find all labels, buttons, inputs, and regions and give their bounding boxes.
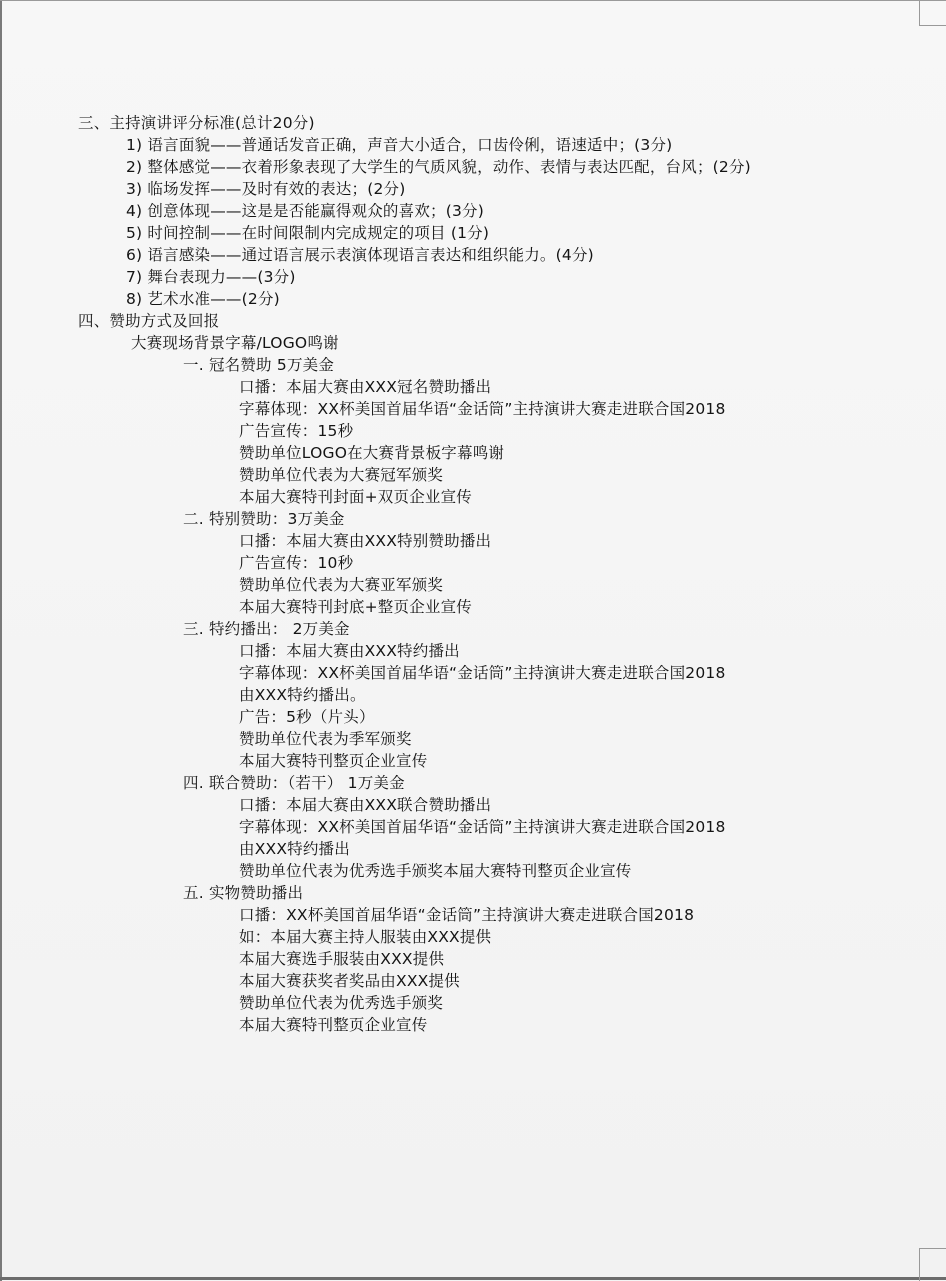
tier-item: 口播：本届大赛由XXX特约播出 xyxy=(239,642,460,660)
tier-title: 三. 特约播出： 2万美金 xyxy=(183,620,350,638)
tier-item: 字幕体现：XX杯美国首届华语“金话筒”主持演讲大赛走进联合国2018 xyxy=(239,400,726,418)
tier-item: 口播：本届大赛由XXX特别赞助播出 xyxy=(239,532,492,550)
tier-item: 由XXX特约播出 xyxy=(239,840,350,858)
crop-mark-top-right-h xyxy=(919,25,946,26)
criterion-item: 8) 艺术水准——(2分) xyxy=(126,290,280,308)
tier-item: 口播：本届大赛由XXX联合赞助播出 xyxy=(239,796,492,814)
tier-item: 赞助单位代表为优秀选手颁奖本届大赛特刊整页企业宣传 xyxy=(239,862,632,880)
tier-title: 四. 联合赞助：（若干） 1万美金 xyxy=(183,774,405,792)
tier-item: 口播：本届大赛由XXX冠名赞助播出 xyxy=(239,378,492,396)
tier-title: 一. 冠名赞助 5万美金 xyxy=(183,356,335,374)
tier-item: 广告宣传：10秒 xyxy=(239,554,354,572)
tier-title: 二. 特别赞助：3万美金 xyxy=(183,510,345,528)
criterion-item: 2) 整体感觉——衣着形象表现了大学生的气质风貌，动作、表情与表达匹配，台风；(2分) xyxy=(126,158,751,176)
criterion-item: 5) 时间控制——在时间限制内完成规定的项目 (1分) xyxy=(126,224,490,242)
tier-item: 本届大赛特刊封面+双页企业宣传 xyxy=(239,488,472,506)
tier-item: 赞助单位LOGO在大赛背景板字幕鸣谢 xyxy=(239,444,505,462)
section-heading: 四、赞助方式及回报 xyxy=(78,312,220,330)
criterion-item: 6) 语言感染——通过语言展示表演体现语言表达和组织能力。(4分) xyxy=(126,246,594,264)
tier-item: 本届大赛获奖者奖品由XXX提供 xyxy=(239,972,460,990)
criterion-item: 1) 语言面貌——普通话发音正确，声音大小适合，口齿伶俐，语速适中；(3分) xyxy=(126,136,673,154)
tier-item: 广告宣传：15秒 xyxy=(239,422,354,440)
section-heading: 三、主持演讲评分标准(总计20分) xyxy=(78,114,315,132)
tier-item: 本届大赛特刊封底+整页企业宣传 xyxy=(239,598,472,616)
crop-mark-top-right xyxy=(919,1,920,25)
tier-item: 由XXX特约播出。 xyxy=(239,686,366,704)
criterion-item: 3) 临场发挥——及时有效的表达；(2分) xyxy=(126,180,406,198)
tier-item: 赞助单位代表为优秀选手颁奖 xyxy=(239,994,444,1012)
crop-mark-bottom-right-h xyxy=(919,1248,946,1249)
tier-item: 本届大赛选手服装由XXX提供 xyxy=(239,950,445,968)
tier-title: 五. 实物赞助播出 xyxy=(183,884,304,902)
tier-item: 赞助单位代表为季军颁奖 xyxy=(239,730,412,748)
tier-item: 赞助单位代表为大赛冠军颁奖 xyxy=(239,466,444,484)
tier-item: 字幕体现：XX杯美国首届华语“金话筒”主持演讲大赛走进联合国2018 xyxy=(239,664,726,682)
crop-mark-bottom-right xyxy=(919,1248,920,1281)
tier-item: 赞助单位代表为大赛亚军颁奖 xyxy=(239,576,444,594)
tier-item: 字幕体现：XX杯美国首届华语“金话筒”主持演讲大赛走进联合国2018 xyxy=(239,818,726,836)
document-body xyxy=(0,112,751,1036)
tier-item: 口播：XX杯美国首届华语“金话筒”主持演讲大赛走进联合国2018 xyxy=(239,906,695,924)
tier-item: 广告：5秒（片头） xyxy=(239,708,375,726)
tier-item: 如：本届大赛主持人服装由XXX提供 xyxy=(239,928,492,946)
tier-item: 本届大赛特刊整页企业宣传 xyxy=(239,1016,428,1034)
criterion-item: 4) 创意体现——这是是否能赢得观众的喜欢；(3分) xyxy=(126,202,484,220)
section-intro: 大赛现场背景字幕/LOGO鸣谢 xyxy=(131,334,339,352)
tier-item: 本届大赛特刊整页企业宣传 xyxy=(239,752,428,770)
criterion-item: 7) 舞台表现力——(3分) xyxy=(126,268,296,286)
